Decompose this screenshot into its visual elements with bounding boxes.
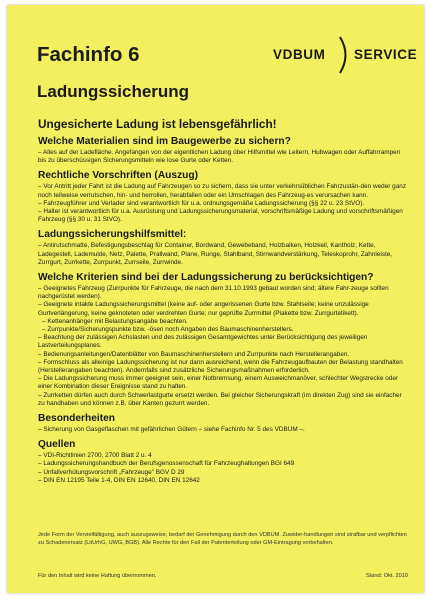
logo-service: SERVICE (354, 47, 418, 62)
list-item: – Sicherung von Gasgeflaschen mit gefährlichen Gütern – siehe Fachinfo Nr. 5 des VDBUM –. (38, 426, 305, 434)
date-stamp: Stand: Okt. 2010 (366, 573, 408, 579)
list-item: – Alles auf der Ladefläche. Angefangen von der eigentlichen Ladung über Hilfsmittel wie Leitern, Hubwagen oder Auffahrrampen bis zu überschüssigen Sicherungsmitteln wie lose Gurte oder Ketten. (38, 149, 401, 165)
list-item: – Ladungssicherungshandbuch der Berufsgenossenschaft für Fahrzeughaltungen BGI 649 (38, 460, 295, 468)
sheet-title: Fachinfo 6 (37, 43, 140, 66)
sheet-content (38, 117, 408, 485)
section-heading-special: Besonderheiten (38, 413, 115, 425)
section-heading-sources: Quellen (38, 439, 76, 451)
warning-text: Ungesicherte Ladung ist lebensgefährlich! (38, 117, 277, 131)
vdbum-logo (271, 34, 418, 78)
list-item: – Die Ladungssicherung muss immer geeignet sein, einer Notbremsung, einem Ausweichmanöver, schlechter Wegstrecke oder einer Kombination dieser Ereignisse stand zu halten. (38, 375, 399, 391)
list-item: – Geeignetes Fahrzeug (Zurrpunkte für Fahrzeuge, die nach dem 31.10.1993 gebaut worden sind; ältere Fahr-zeuge sollten nachgerüstet werden). (38, 285, 389, 301)
sheet-subtitle: Ladungssicherung (37, 82, 190, 101)
list-item: – Kettenanhänger mit Belastungsangabe beachten. (42, 317, 188, 325)
info-sheet (7, 5, 424, 593)
section-heading-aids: Ladungssicherungshilfsmittel: (38, 229, 187, 241)
list-item: – DIN EN 12195 Teile 1-4, DIN EN 12640, DIN EN 12642 (38, 476, 200, 484)
logo-arc-icon (337, 35, 353, 75)
list-item: – Halter ist verantwortlich für u.a. Ausrüstung und Ladungssicherungsmaterial, vorschriftsmäßige Ladung und vorschriftsmäßigen Fahrzeug (§§ 30 u. 31 StVO). (38, 208, 403, 224)
list-item: – Formschluss als alleinige Ladungssicherung ist nur dann ausreichend, wenn die Fahrzeugaufbauten der Belastung standhalten (Herstellerangaben beachten). Andernfalls sind zusätzliche Sicherungsmaßnahmen erforderlich. (38, 358, 403, 375)
list-item: – Vor Antritt jeder Fahrt ist die Ladung auf Fahrzeugen so zu sichern, dass sie unter verkehrsüblichen Fahrzustän-den weder ganz noch teilweise verrutschen, hin- und herrollen, herabfallen oder ein Umschlagen des Fahrzeug-es verursachen kann. (38, 183, 407, 199)
section-heading-criteria: Welche Kriterien sind bei der Ladungssicherung zu berücksichtigen? (38, 272, 374, 284)
list-item: – VDI-Richtlinien 2700, 2700 Blatt 2 u. 4 (38, 452, 152, 460)
list-item: – Geeignete intakte Ladungssicherungsmittel (keine auf- oder angerissenen Gurte bzw. Stahlseile; keine unzulässige Gurtverlängerung, keine geknoteten oder verdrehten Gurte; nur geprüfte Zurrmittel (Plakette bzw. Zurrgurtetikett). (38, 301, 369, 317)
list-item: – Beachtung der zulässigen Achslasten und des zulässigen Gesamtgewichtes unter Berücksichtigung des jeweiligen Lastverteilungsplanes. (38, 334, 368, 350)
legal-notice: Jede Form der Vervielfältigung, auch auszugsweise, bedarf der Genehmigung durch den VDBUM. Zuwider-handlungen sind strafbar und verpflichten zu Schadenersatz (LitUrhG, UWG, BGB). Alle Rechte für den Fall der Patenterteilung oder GM-Eintragung vorbehalten. (38, 532, 407, 546)
list-item: – Fahrzeugführer und Verlader sind verantwortlich für u.a. ordnungsgemäße Ladungssicherung (§§ 22 u. 23 StVO). (38, 199, 365, 207)
list-item: – Unfallverhütungsvorschrift „Fahrzeuge" BGV D 29 (38, 468, 185, 476)
section-heading-regulations: Rechtliche Vorschriften (Auszug) (38, 170, 198, 182)
list-item: – Zurrpunkte/Sicherungspunkte bzw. -ösen noch Angaben des Baumaschinenherstellers. (42, 326, 294, 334)
disclaimer-text: Für den Inhalt wird keine Haftung übernommen. (38, 573, 157, 579)
list-item: – Zurrketten dürfen auch durch Schwerlastgurte ersetzt werden. Bei gleicher Sicherungskraft (im direkten Zug) sind sie einfacher zu handhaben und können z.B. über Kanten gezurrt werden. (38, 391, 402, 407)
logo-brand: VDBUM (273, 47, 326, 62)
section-heading-materials: Welche Materialien sind im Baugewerbe zu sichern? (38, 136, 291, 147)
list-item: – Antirutschmatte, Befestigungsbeschlag für Container, Bordwand, Gewebeband, Holzbalken, Holzkeil, Kantholz, Kette, Ladegestell, Lademulde, Netz, Palette, Prallwand, Plane, Runge, Stahlband, Stirnwandverstärkung, Teleskoprohr, Zahnleiste, Zurrgurt, Zurrkette, Zurrpunkt, Zurrseile, Zurrwinde. (38, 242, 393, 266)
list-item: – Bedienungsanleitungen/Datenblätter von Baumaschinenherstellern und Zurrpunkte nach Herstellerangaben. (38, 350, 350, 358)
